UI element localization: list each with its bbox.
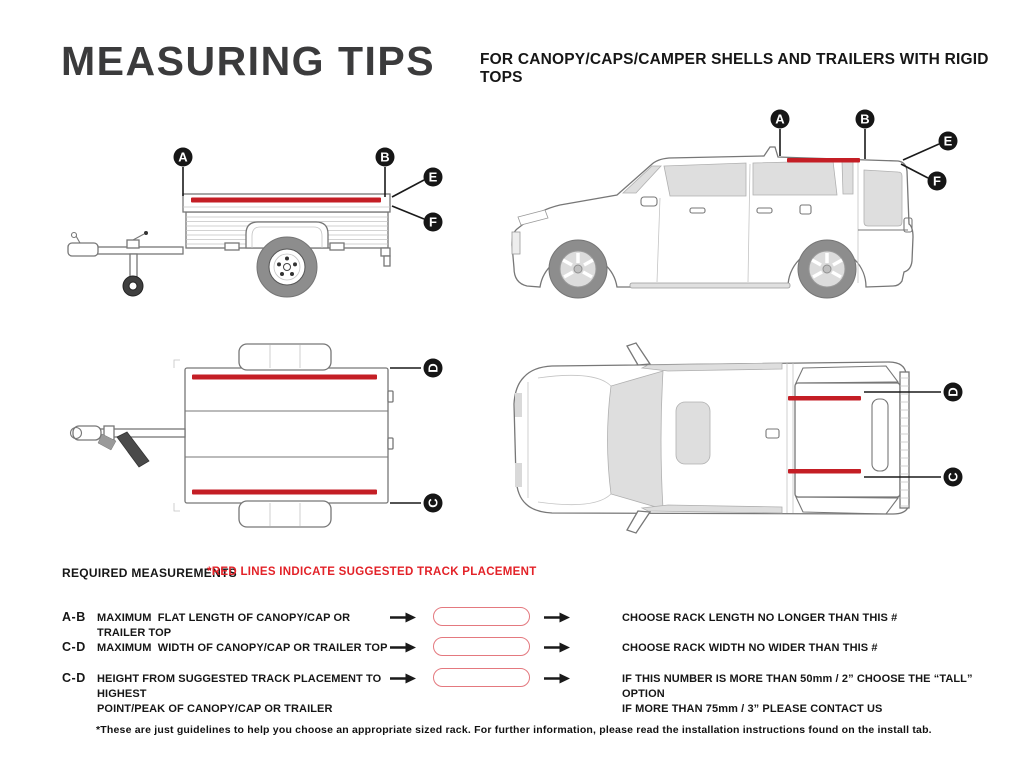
trailer-top-body	[174, 344, 393, 527]
marker-f	[424, 213, 443, 232]
arrow-right-icon	[544, 673, 570, 684]
marker-e	[939, 132, 958, 151]
trailer-top-view-diagram	[30, 335, 480, 540]
marker-a	[174, 148, 193, 167]
marker-f	[928, 172, 947, 191]
measurement-description: MAXIMUM FLAT LENGTH OF CANOPY/CAP OR TRAILER TOP	[97, 611, 351, 639]
measurement-value-box	[433, 607, 530, 626]
marker-c-label: C	[425, 498, 441, 508]
windshield	[608, 371, 664, 509]
trailer-top-drawbar	[71, 426, 186, 467]
track-line	[191, 198, 381, 203]
side-mirror	[627, 511, 650, 533]
marker-e	[424, 168, 443, 187]
canopy-window	[864, 170, 902, 226]
trailer-drawbar	[68, 231, 183, 296]
marker-b	[856, 110, 875, 129]
measurement-row-cd-height	[0, 671, 1024, 715]
marker-a-label: A	[775, 111, 785, 127]
marker-b	[376, 148, 395, 167]
marker-f-label: F	[429, 214, 437, 230]
marker-c	[424, 494, 443, 513]
arrow-right-icon	[390, 673, 416, 684]
marker-d-label: D	[425, 363, 441, 373]
red-lines-note: *RED LINES INDICATE SUGGESTED TRACK PLACEMENT	[207, 566, 537, 578]
measurement-code: C-D	[62, 671, 86, 685]
footnote: *These are just guidelines to help you choose an appropriate sized rack. For further information, please read the installation instructions found on the install tab.	[96, 724, 932, 736]
track-line	[787, 158, 860, 163]
arrow-right-icon	[390, 612, 416, 623]
measurement-description: HEIGHT FROM SUGGESTED TRACK PLACEMENT TO HIGHEST POINT/PEAK OF CANOPY/CAP OR TRAILER	[97, 672, 382, 715]
marker-c-label: C	[945, 472, 961, 482]
trailer-side-view-diagram	[55, 100, 475, 315]
measurement-code: A-B	[62, 610, 86, 624]
sunroof	[676, 402, 710, 464]
truck-top-view-diagram	[500, 340, 995, 540]
measurement-result: IF THIS NUMBER IS MORE THAN 50mm / 2” CHOOSE THE “TALL” OPTION IF MORE THAN 75mm / 3” PLEASE CONTACT US	[622, 672, 973, 715]
marker-d-label: D	[945, 387, 961, 397]
truck-top-canopy	[788, 366, 909, 514]
trailer-fender	[239, 344, 331, 370]
required-measurements-heading: REQUIRED MEASUREMENTS	[62, 566, 237, 580]
measurement-value-box	[433, 637, 530, 656]
arrow-right-icon	[544, 612, 570, 623]
track-line	[788, 396, 861, 401]
track-line	[192, 375, 377, 380]
marker-a-label: A	[178, 149, 188, 165]
trailer-wheel	[246, 222, 328, 297]
measurement-value-box	[433, 668, 530, 687]
trailer-fender	[239, 501, 331, 527]
arrow-right-icon	[544, 642, 570, 653]
marker-e-label: E	[428, 169, 438, 185]
marker-e-label: E	[943, 133, 953, 149]
track-line	[192, 490, 377, 495]
truck-side-view-diagram	[480, 100, 1000, 310]
marker-b-label: B	[380, 149, 390, 165]
side-mirror	[627, 343, 650, 365]
page-subtitle: FOR CANOPY/CAPS/CAMPER SHELLS AND TRAILERS WITH RIGID TOPS	[480, 51, 989, 86]
marker-c	[944, 468, 963, 487]
marker-a	[771, 110, 790, 129]
measurement-code: C-D	[62, 640, 86, 654]
arrow-right-icon	[390, 642, 416, 653]
marker-b-label: B	[860, 111, 870, 127]
marker-d	[944, 383, 963, 402]
marker-f-label: F	[933, 173, 941, 189]
page-title: MEASURING TIPS	[61, 38, 436, 84]
marker-d	[424, 359, 443, 378]
measurement-result: CHOOSE RACK LENGTH NO LONGER THAN THIS #	[622, 611, 898, 624]
track-line	[788, 469, 861, 474]
measurement-result: CHOOSE RACK WIDTH NO WIDER THAN THIS #	[622, 641, 878, 654]
measurement-description: MAXIMUM WIDTH OF CANOPY/CAP OR TRAILER TOP	[97, 641, 388, 654]
